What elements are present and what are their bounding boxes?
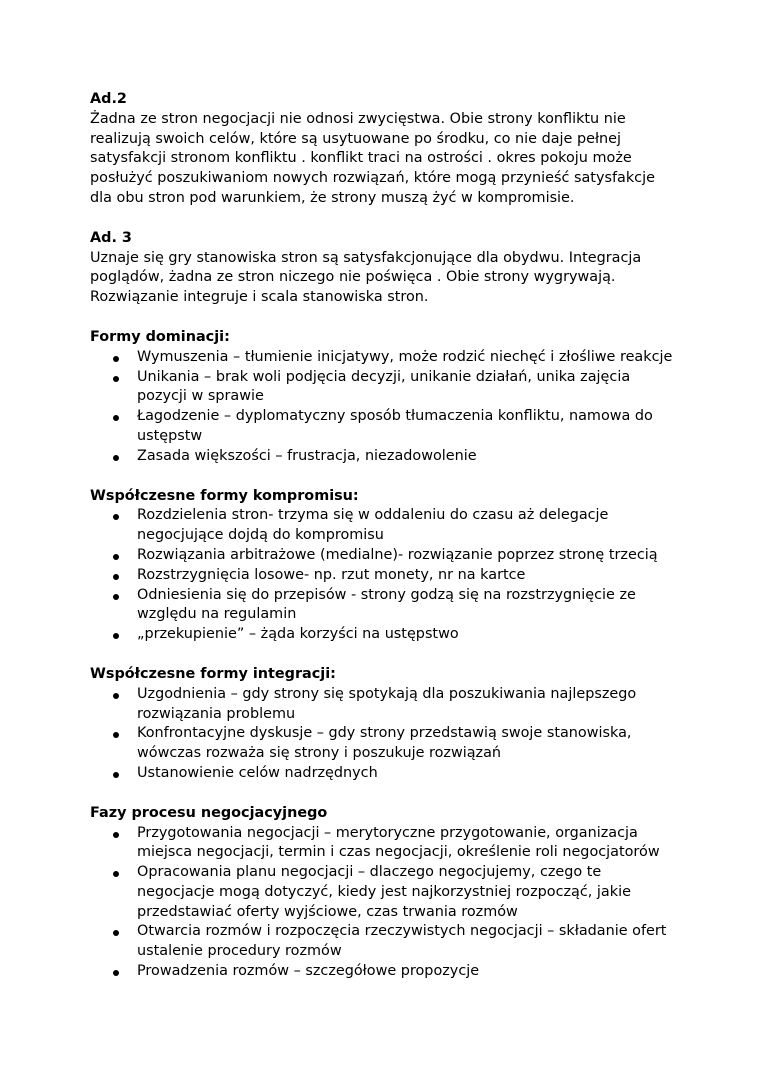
list-item-text: Zasada większości – frustracja, niezadowolenie	[137, 447, 477, 464]
list-item-text: Rozdzielenia stron- trzyma się w oddaleniu do czasu aż delegacje negocjujące dojdą do kompromisu	[137, 507, 609, 544]
list-item	[90, 962, 680, 982]
section-heading: Ad.2	[90, 91, 127, 107]
bullet-icon	[113, 970, 119, 976]
spacer	[90, 784, 680, 804]
bullet-list	[90, 685, 680, 784]
section-formy-dominacji	[90, 328, 680, 467]
list-item	[90, 922, 680, 962]
bullet-icon	[113, 455, 119, 461]
spacer	[90, 308, 680, 328]
bullet-icon	[113, 594, 119, 600]
list-item	[90, 447, 680, 467]
list-item	[90, 724, 680, 764]
bullet-list	[90, 824, 680, 982]
bullet-icon	[113, 772, 119, 778]
section-paragraph: Żadna ze stron negocjacji nie odnosi zwycięstwa. Obie strony konfliktu nie realizują swoich celów, które są usytuowane po środku, co nie daje pełnej satysfakcji stronom konfliktu . konflikt traci na ostrości . okres pokoju może posłużyć poszukiwaniom nowych rozwiązań, które mogą przynieść satysfakcje dla obu stron pod warunkiem, że strony muszą żyć w kompromisie.	[90, 110, 655, 206]
bullet-icon	[113, 514, 119, 520]
section-ad3	[90, 229, 680, 308]
list-item-text: Konfrontacyjne dyskusje – gdy strony przedstawią swoje stanowiska, wówczas rozważa się strony i poszukuje rozwiązań	[137, 725, 632, 762]
bullet-icon	[113, 554, 119, 560]
list-item-text: Otwarcia rozmów i rozpoczęcia rzeczywistych negocjacji – składanie ofert ustalenie procedury rozmów	[137, 923, 667, 960]
bullet-icon	[113, 633, 119, 639]
spacer	[90, 209, 680, 229]
list-item	[90, 685, 680, 725]
list-item	[90, 586, 680, 626]
list-item	[90, 625, 680, 645]
bullet-icon	[113, 415, 119, 421]
list-item	[90, 368, 680, 408]
section-formy-integracji	[90, 665, 680, 784]
spacer	[90, 645, 680, 665]
list-item-text: Odniesienia się do przepisów - strony godzą się na rozstrzygnięcie ze względu na regulamin	[137, 586, 636, 623]
list-item	[90, 407, 680, 447]
spacer	[90, 467, 680, 487]
section-heading: Współczesne formy integracji:	[90, 665, 336, 682]
bullet-icon	[113, 832, 119, 838]
list-item	[90, 546, 680, 566]
bullet-icon	[113, 693, 119, 699]
section-ad2	[90, 90, 680, 209]
list-item-text: Opracowania planu negocjacji – dlaczego negocjujemy, czego te negocjacje mogą dotyczyć, kiedy jest najkorzystniej rozpocząć, jakie przedstawiać oferty wyjściowe, czas trwania rozmów	[137, 864, 631, 920]
section-heading: Formy dominacji:	[90, 328, 230, 345]
section-heading: Fazy procesu negocjacyjnego	[90, 804, 328, 821]
list-item	[90, 566, 680, 586]
bullet-list	[90, 348, 680, 467]
list-item	[90, 824, 680, 864]
bullet-list	[90, 506, 680, 645]
bullet-icon	[113, 732, 119, 738]
bullet-icon	[113, 376, 119, 382]
document-page	[90, 90, 680, 982]
list-item	[90, 506, 680, 546]
list-item-text: Rozwiązania arbitrażowe (medialne)- rozwiązanie poprzez stronę trzecią	[137, 546, 658, 563]
bullet-icon	[113, 930, 119, 936]
list-item-text: Uzgodnienia – gdy strony się spotykają dla poszukiwania najlepszego rozwiązania problemu	[137, 685, 637, 722]
bullet-icon	[113, 871, 119, 877]
list-item-text: Wymuszenia – tłumienie inicjatywy, może rodzić niechęć i złośliwe reakcje	[137, 348, 673, 365]
list-item-text: Ustanowienie celów nadrzędnych	[137, 764, 378, 781]
list-item-text: Łagodzenie – dyplomatyczny sposób tłumaczenia konfliktu, namowa do ustępstw	[137, 408, 653, 444]
list-item	[90, 348, 680, 368]
list-item	[90, 764, 680, 784]
bullet-icon	[113, 574, 119, 580]
list-item-text: Prowadzenia rozmów – szczegółowe propozycje	[137, 963, 480, 980]
section-paragraph: Uznaje się gry stanowiska stron są satysfakcjonujące dla obydwu. Integracja poglądów, żadna ze stron niczego nie poświęca . Obie strony wygrywają. Rozwiązanie integruje i scala stanowiska stron.	[90, 249, 642, 306]
list-item-text: Rozstrzygnięcia losowe- np. rzut monety, nr na kartce	[137, 566, 526, 583]
section-heading: Współczesne formy kompromisu:	[90, 487, 359, 504]
list-item-text: „przekupienie” – żąda korzyści na ustępstwo	[137, 626, 459, 643]
list-item-text: Unikania – brak woli podjęcia decyzji, unikanie działań, unika zajęcia pozycji w sprawie	[137, 368, 631, 405]
section-fazy-procesu	[90, 804, 680, 982]
list-item-text: Przygotowania negocjacji – merytoryczne przygotowanie, organizacja miejsca negocjacji, termin i czas negocjacji, określenie roli negocjatorów	[137, 824, 660, 861]
list-item	[90, 863, 680, 922]
section-heading: Ad. 3	[90, 229, 132, 246]
section-formy-kompromisu	[90, 487, 680, 645]
bullet-icon	[113, 356, 119, 362]
